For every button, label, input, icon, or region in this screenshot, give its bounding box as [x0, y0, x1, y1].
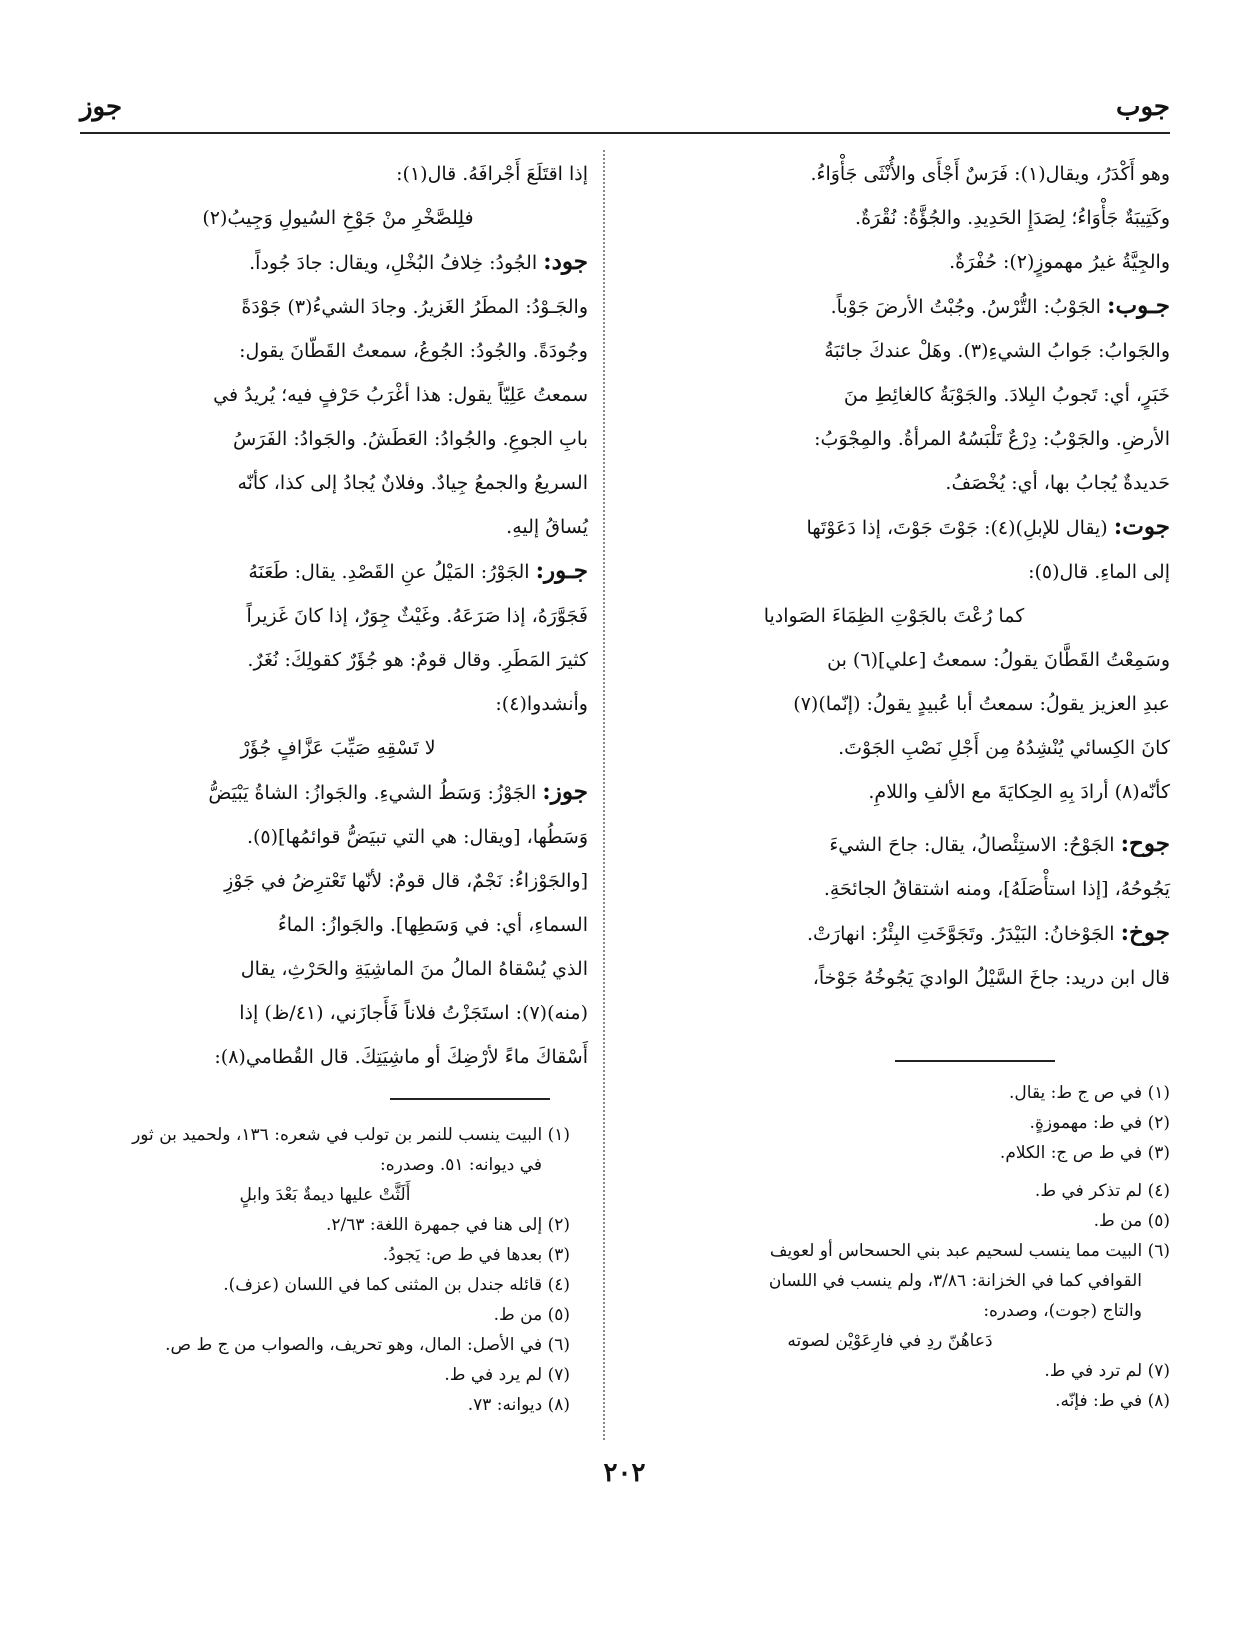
entry-jwkh: [618, 911, 1170, 956]
footnote-verse: دَعاهُنّ ردِ في فارِعَوْيْن لصوته: [787, 1331, 993, 1351]
headword: جـوب:: [1107, 292, 1170, 319]
text-line: بابِ الجوعِ. والجُوادُ: العَطَشُ. والجَوادُ: الفَرَسُ: [232, 428, 588, 450]
text-line: عبدِ العزيز يقولُ: سمعتُ أبا عُبيدٍ يقولُ: (إنّما)(٧): [793, 693, 1170, 715]
text-line: (يقال للإبلِ)(٤): جَوْتَ جَوْتَ، إذا دَعَوْتَها: [806, 517, 1108, 539]
text-line: كأنّه(٨) أرادَ بِهِ الحِكايَةَ مع الألفِ واللامِ.: [868, 781, 1170, 803]
footnote-continuation: والتاج (جوت)، وصدره:: [983, 1301, 1142, 1321]
entry-jwh: [618, 822, 1170, 867]
text-line: [والجَوْزاءُ: نَجْمٌ، قال قومٌ: لأنّها تَعْترِضُ في جَوْزِ: [224, 870, 588, 892]
text-line: وكَتِيبَةٌ جَأْوَاءُ؛ لِصَدَإِ الحَدِيدِ. والجُؤَّةُ: نُقْرَةٌ.: [855, 207, 1170, 229]
text-line: وهو أَكْدَرُ، ويقال(١): فَرَسٌ أَجْأَى والأُنْثَى جَأْوَاءُ.: [810, 163, 1170, 185]
text-line: فَجَوَّرَهُ، إذا صَرَعَهُ. وغَيْثٌ جِوَرٌ، إذا كانَ غَزيراً: [246, 605, 588, 627]
text-line: إلى الماءِ. قال(٥):: [1028, 561, 1170, 583]
footnote: (١) في ص ج ط: يقال.: [1009, 1083, 1170, 1103]
verse-line: لا تَسْقِهِ صَيِّبَ عَزَّافٍ جُؤَرْ: [240, 737, 436, 759]
text-line: وجُودَةً. والجُودُ: الجُوعُ، سمعتُ القَطّانَ يقول:: [239, 340, 588, 362]
text-line: السماءِ، أي: في وَسَطِها]. والجَوازُ: الماءُ: [277, 914, 588, 936]
left-column: [88, 152, 588, 1079]
text-line: خَبَرٍ، أي: تَجوبُ البِلادَ. والجَوْبَةُ كالغائِطِ منَ: [843, 384, 1170, 406]
footnotes-left: [80, 1120, 570, 1420]
entry-jwr: [88, 549, 588, 594]
text-line: الجَوْحُ: الاستِئْصالُ، يقال: جاحَ الشيءَ: [829, 834, 1115, 856]
text-line: كثيرَ المَطَرِ. وقال قومٌ: هو جُؤَرٌ كقولِكَ: نُغَرٌ.: [247, 649, 588, 671]
footnote: (٥) من ط.: [493, 1305, 570, 1325]
footnote: (٨) في ط: فإنّه.: [1055, 1391, 1170, 1411]
footnote: (٥) من ط.: [1093, 1211, 1170, 1231]
footnote: (٦) البيت مما ينسب لسحيم عبد بني الحسحاس أو لعويف: [769, 1241, 1170, 1261]
text-line: الجَوْرُ: المَيْلُ عنِ القَصْدِ. يقال: طَعَنَهُ: [248, 561, 530, 583]
footnote: (٦) في الأصل: المال، وهو تحريف، والصواب من ج ط ص.: [165, 1335, 570, 1355]
header-right-word: جوب: [1116, 92, 1170, 122]
footnote: (٢) في ط: مهموزةٍ.: [1029, 1113, 1170, 1133]
text-line: الذي يُسْقاهُ المالُ منَ الماشِيَةِ والحَرْثِ، يقال: [240, 958, 588, 980]
page-number: ٢٠٢: [603, 1458, 646, 1488]
headword: جوح:: [1120, 830, 1170, 857]
text-line: والجِيَّةُ غيرُ مهموزٍ(٢): حُفْرَةٌ.: [949, 251, 1170, 273]
footnotes-right: [610, 1078, 1170, 1416]
column-divider: [603, 150, 605, 1440]
text-line: والجَـوْدُ: المطَرُ الغَزيرُ. وجادَ الشيءُ(٣) جَوْدَةً: [241, 296, 588, 318]
text-line: الجَوْبُ: التُّرْسُ. وجُبْتُ الأرضَ جَوْباً.: [830, 296, 1101, 318]
header-left-word: جوز: [80, 92, 123, 122]
entry-jwb: [618, 284, 1170, 329]
footnote: (٣) بعدها في ط ص: يَجودُ.: [382, 1245, 570, 1265]
headword: جـور:: [535, 557, 588, 584]
footnote: (٢) إلى هنا في جمهرة اللغة: ٢/٦٣.: [325, 1215, 570, 1235]
headword: جوخ:: [1120, 919, 1170, 946]
footnote: (٧) لم ترد في ط.: [1044, 1361, 1170, 1381]
text-line: وَسَطُها، [ويقال: هي التي تبيَضُّ قوائمُها](٥).: [246, 826, 588, 848]
text-line: الجُودُ: خِلافُ البُخْلِ، ويقال: جادَ جُوداً.: [249, 252, 538, 274]
footnote: (٤) لم تذكر في ط.: [1034, 1181, 1170, 1201]
text-line: (منه)(٧): استَجَزْتُ فلاناً فَأَجازَني، (٤١/ظ) إذا: [239, 1002, 588, 1024]
text-line: قال ابن دريد: جاخَ السَّيْلُ الواديَ يَجُوخُهُ جَوْخاً،: [812, 967, 1170, 989]
text-line: يُساقُ إليهِ.: [506, 516, 588, 538]
text-line: والجَوابُ: جَوابُ الشيءِ(٣). وهَلْ عندكَ جائبَةُ: [824, 340, 1170, 362]
text-line: وأنشدوا(٤):: [495, 693, 588, 715]
footnote-verse: أَلَثَّتْ عليها ديمةٌ بَعْدَ وابلٍ: [239, 1185, 411, 1205]
headword: جوز:: [542, 778, 588, 805]
page-header: [80, 92, 1170, 134]
footnote-rule-right: [895, 1060, 1055, 1062]
text-line: أَسْقاكَ ماءً لأرْضِكَ أو ماشِيَتِكَ. قال القُطامي(٨):: [214, 1046, 588, 1068]
footnote-continuation: القوافي كما في الخزانة: ٣/٨٦، ولم ينسب في اللسان: [768, 1271, 1142, 1291]
text-line: حَديدةٌ يُجابُ بها، أي: يُخْصَفُ.: [945, 472, 1170, 494]
footnote: (١) البيت ينسب للنمر بن تولب في شعره: ١٣٦، ولحميد بن ثور: [132, 1125, 570, 1145]
entry-jwt: [618, 505, 1170, 550]
right-column: [618, 152, 1170, 1000]
text-line: إذا اقتَلَعَ أَجْرافَهُ. قال(١):: [396, 163, 588, 185]
footnote-continuation: في ديوانه: ٥١. وصدره:: [380, 1155, 542, 1175]
text-line: يَجُوحُهُ، [إذا استأْصَلَهُ]، ومنه اشتقاقُ الجائحَةِ.: [823, 878, 1170, 900]
text-line: السريعُ والجمعُ جِيادٌ. وفلانٌ يُجادُ إلى كذا، كأنّه: [237, 472, 588, 494]
text-line: الجَوْزُ: وَسَطُ الشيءِ. والجَوازُ: الشاةُ يَبْيَضُّ: [208, 782, 537, 804]
verse-line: فلِلصَّخْرِ منْ جَوْخِ السُيولِ وَجِيبُ(٢): [202, 207, 474, 229]
headword: جوت:: [1113, 513, 1170, 540]
text-line: كانَ الكِسائي يُنْشِدُهُ مِن أَجْلِ نَصْبِ الجَوْتَ.: [838, 737, 1170, 759]
headword: جود:: [543, 248, 588, 275]
text-line: سمعتُ عَلِيّاً يقول: هذا أغْرَبُ حَرْفٍ فيه؛ يُريدُ في: [213, 384, 588, 406]
footnote: (٣) في ط ص ج: الكلام.: [999, 1143, 1170, 1163]
text-line: وسَمِعْتُ القَطَّانَ يقولُ: سمعتُ [علي](٦) بن: [827, 649, 1170, 671]
text-line: الجَوْخانُ: البَيْدَرُ. وتَجَوَّخَتِ البِئْرُ: انهارَتْ.: [807, 923, 1115, 945]
footnote: (٧) لم يرد في ط.: [444, 1365, 570, 1385]
footnote: (٤) قائله جندل بن المثنى كما في اللسان (عزف).: [223, 1275, 570, 1295]
entry-jwz: [88, 770, 588, 815]
footnote-rule-left: [390, 1098, 550, 1100]
verse-line: كما رُعْتَ بالجَوْتِ الظِمَاءَ الصَواديا: [763, 605, 1025, 627]
footnote: (٨) ديوانه: ٧٣.: [467, 1395, 570, 1415]
entry-jwd: [88, 240, 588, 285]
text-line: الأرضِ. والجَوْبُ: دِرْعٌ تَلْبَسُهُ المرأةُ. والمِجْوَبُ:: [814, 428, 1170, 450]
